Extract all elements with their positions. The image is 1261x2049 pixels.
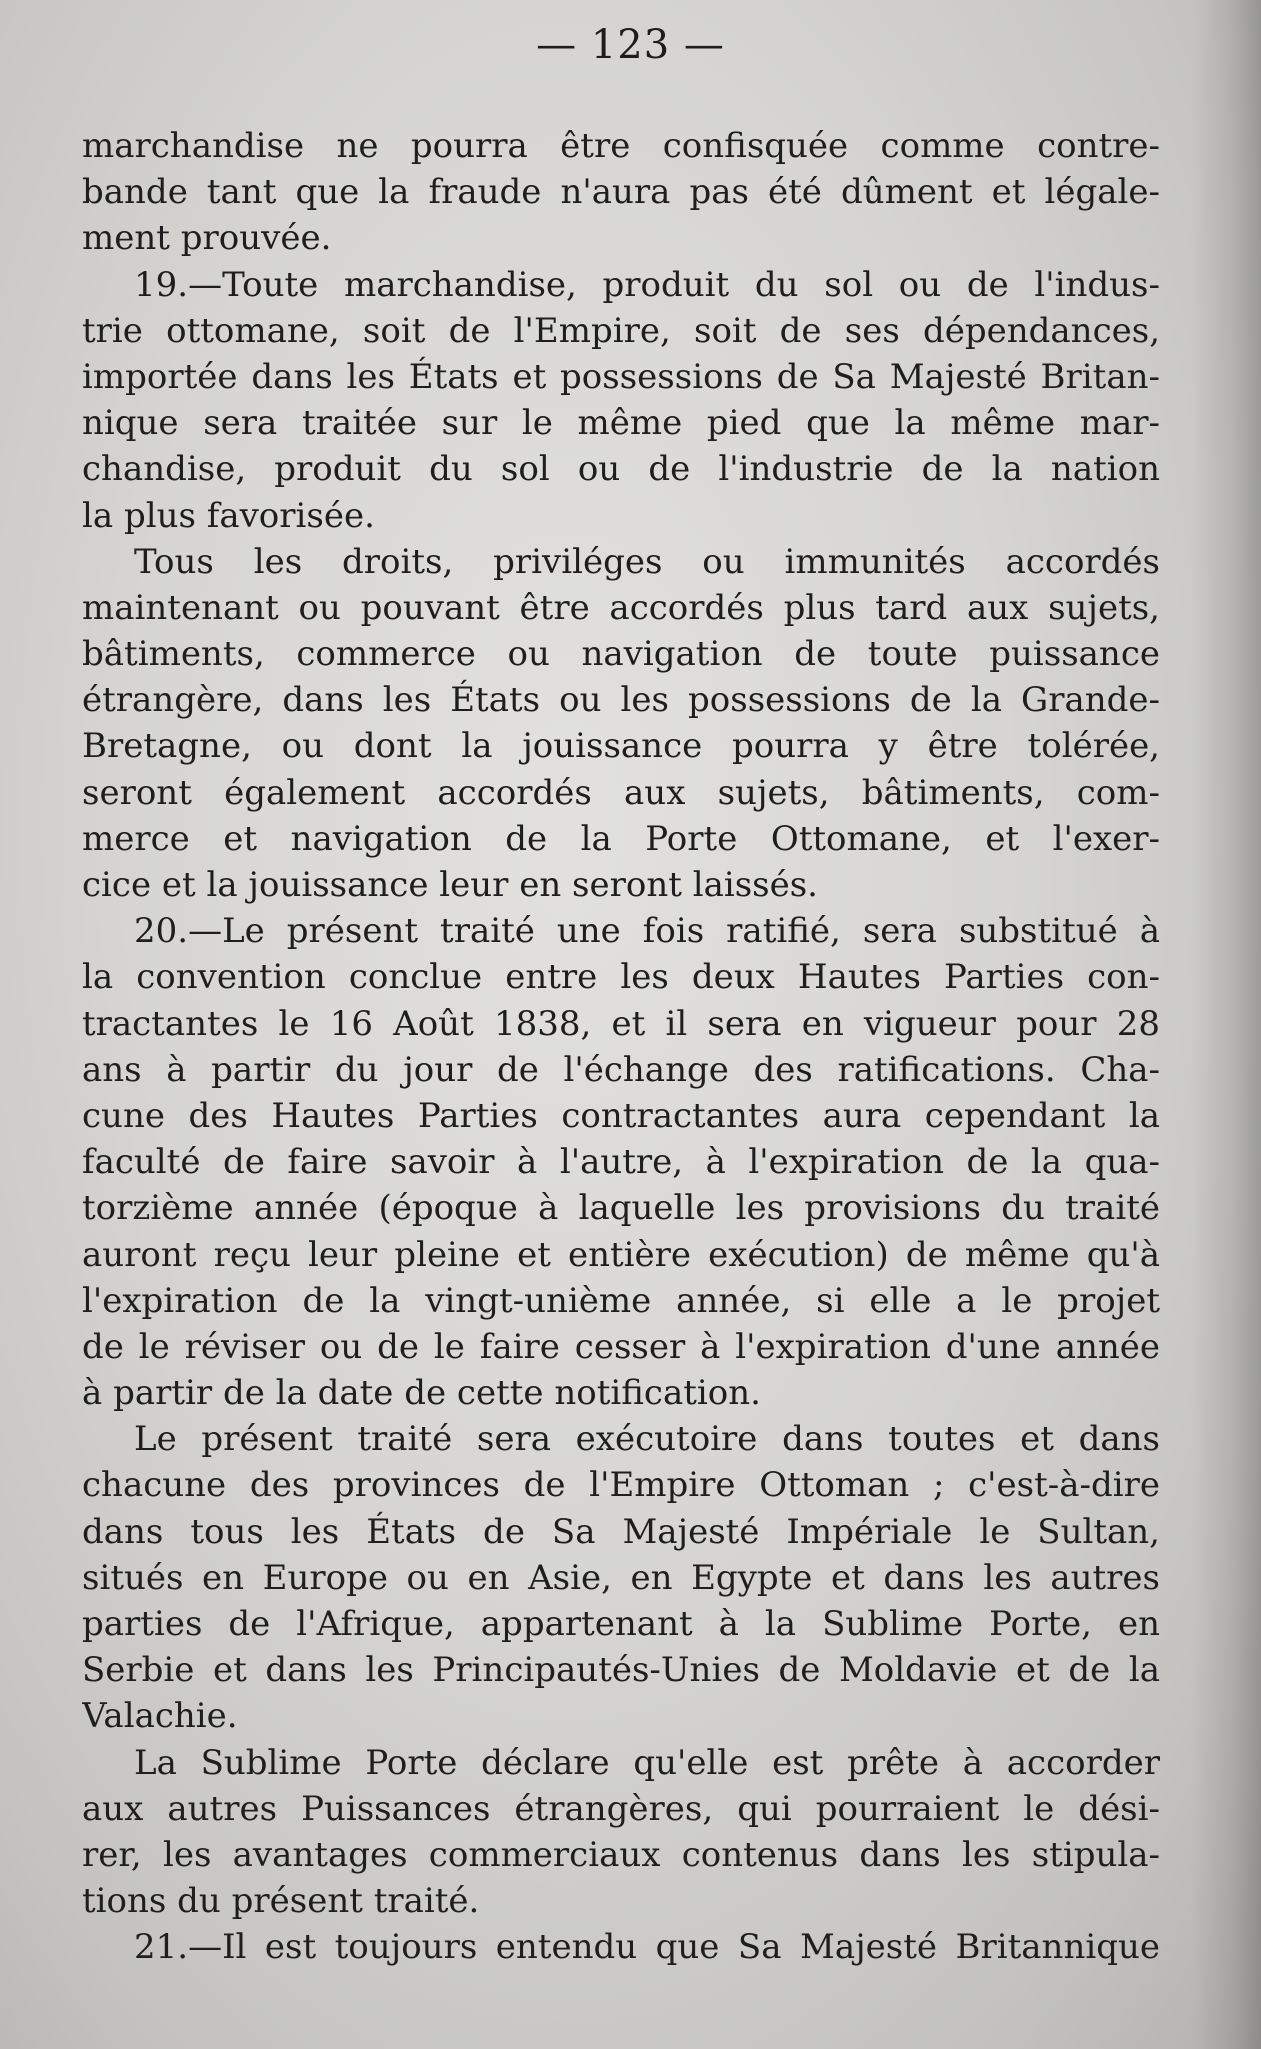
text-line: tions du présent traité. (82, 1881, 480, 1922)
text-line: La Sublime Porte déclare qu'elle est prête à accorder (134, 1742, 1160, 1783)
text-line: torzième année (époque à laquelle les provisions du traité (82, 1188, 1160, 1229)
text-line: de le réviser ou de le faire cesser à l'expiration d'une année (82, 1326, 1160, 1367)
text-line: Valachie. (82, 1696, 238, 1737)
text-line: situés en Europe ou en Asie, en Egypte et dans les autres (82, 1557, 1160, 1598)
page-edge-shadow (1191, 0, 1261, 2049)
text-line: l'expiration de la vingt-unième année, si elle a le projet (82, 1280, 1160, 1321)
text-line: chandise, produit du sol ou de l'industrie de la nation (82, 449, 1160, 490)
text-line: tractantes le 16 Août 1838, et il sera en vigueur pour 28 (82, 1003, 1160, 1044)
body-text (82, 123, 1160, 1971)
page-number-header: — 123 — (536, 22, 725, 68)
text-line: faculté de faire savoir à l'autre, à l'expiration de la qua- (82, 1142, 1160, 1183)
text-line: rer, les avantages commerciaux contenus dans les stipula- (82, 1834, 1160, 1875)
text-line: à partir de la date de cette notification. (82, 1373, 761, 1414)
text-line: cice et la jouissance leur en seront laissés. (82, 865, 818, 905)
text-line: aux autres Puissances étrangères, qui pourraient le dési- (82, 1788, 1160, 1829)
text-line: marchandise ne pourra être confisquée comme contre- (82, 126, 1160, 166)
text-line: trie ottomane, soit de l'Empire, soit de ses dépendances, (82, 310, 1160, 351)
text-line: merce et navigation de la Porte Ottomane, et l'exer- (82, 818, 1160, 859)
text-line: seront également accordés aux sujets, bâtiments, com- (82, 772, 1160, 813)
text-line: dans tous les États de Sa Majesté Impériale le Sultan, (82, 1511, 1160, 1552)
text-line: 21.—Il est toujours entendu que Sa Majesté Britannique (134, 1927, 1160, 1968)
text-line: auront reçu leur pleine et entière exécution) de même qu'à (82, 1234, 1160, 1275)
text-line: 19.—Toute marchandise, produit du sol ou de l'indus- (134, 264, 1160, 305)
text-line: étrangère, dans les États ou les possessions de la Grande- (82, 680, 1160, 721)
text-line: ans à partir du jour de l'échange des ratifications. Cha- (82, 1049, 1160, 1090)
text-line: importée dans les États et possessions de Sa Majesté Britan- (82, 356, 1160, 397)
text-line: Le présent traité sera exécutoire dans toutes et dans (134, 1419, 1160, 1460)
text-line: bande tant que la fraude n'aura pas été dûment et légale- (82, 172, 1160, 213)
text-line: cune des Hautes Parties contractantes aura cependant la (82, 1095, 1160, 1136)
text-line: ment prouvée. (82, 218, 332, 259)
text-line: parties de l'Afrique, appartenant à la Sublime Porte, en (82, 1604, 1160, 1644)
text-line: nique sera traitée sur le même pied que la même mar- (82, 403, 1160, 444)
text-line: Tous les droits, priviléges ou immunités accordés (134, 541, 1160, 582)
text-line: maintenant ou pouvant être accordés plus tard aux sujets, (82, 587, 1160, 628)
text-line: la convention conclue entre les deux Hautes Parties con- (82, 957, 1160, 998)
text-line: chacune des provinces de l'Empire Ottoman ; c'est-à-dire (82, 1465, 1160, 1506)
text-line: Serbie et dans les Principautés-Unies de Moldavie et de la (82, 1650, 1160, 1691)
text-line: 20.—Le présent traité une fois ratifié, sera substitué à (134, 911, 1160, 952)
text-line: Bretagne, ou dont la jouissance pourra y être tolérée, (82, 726, 1160, 767)
text-line: bâtiments, commerce ou navigation de toute puissance (82, 634, 1160, 675)
text-line: la plus favorisée. (82, 495, 375, 536)
